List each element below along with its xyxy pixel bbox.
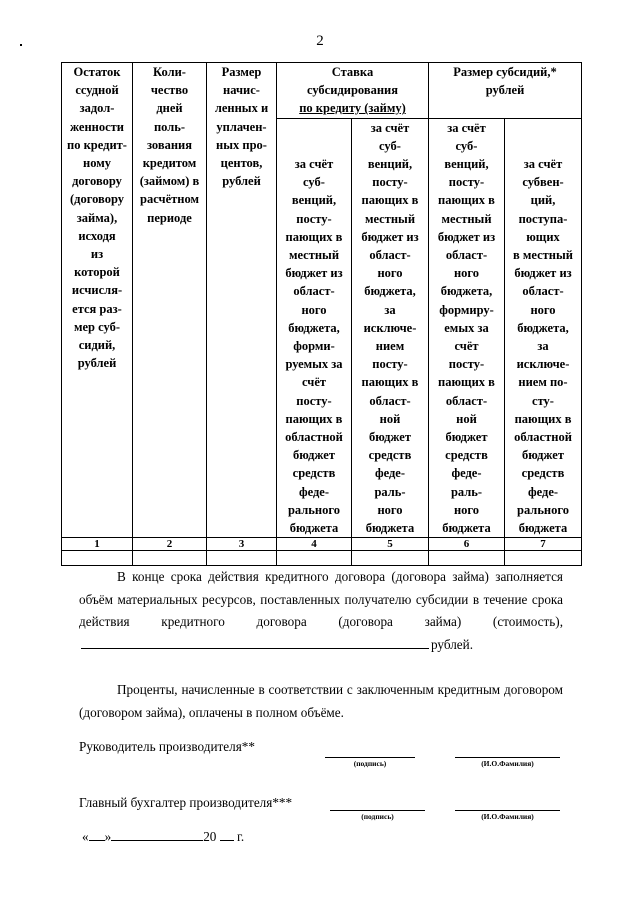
header-text-line: бюджет (369, 430, 411, 445)
header-text-line: посту- (296, 393, 332, 408)
header-text-line: средств (521, 466, 565, 481)
column-number: 3 (207, 538, 277, 551)
header-text-line: в местный (513, 248, 573, 263)
subsidy-table (61, 62, 582, 566)
header-text-line: посту- (296, 211, 332, 226)
header-text-line: феде- (451, 466, 482, 481)
header-text-line: (займом) в (139, 174, 200, 189)
date-close-quote: » (104, 829, 112, 844)
header-text-line: венций, (367, 157, 413, 172)
header-text-line: из (90, 247, 104, 262)
header-text-line: задол- (79, 101, 115, 116)
header-text-line: форми- (293, 339, 335, 354)
table-cell (277, 551, 352, 566)
header-text-line: ется раз- (72, 301, 122, 316)
header-text-line: областной (514, 430, 572, 445)
accountant-signature-label: Главный бухгалтер производителя*** (79, 795, 293, 810)
header-text-line: Размер (221, 65, 262, 79)
header-text-line: рального (517, 502, 570, 517)
header-text-line: нием (375, 339, 405, 354)
header-text-line: бюджета (518, 521, 568, 536)
table-cell (62, 551, 133, 566)
header-text-line: бюджета, (288, 320, 340, 335)
header-text-line: начис- (223, 83, 260, 98)
header-rate-federal (277, 118, 352, 538)
header-text-line: област- (369, 393, 411, 408)
header-text-line: област- (369, 248, 411, 263)
header-text-line: центов, (220, 156, 263, 171)
header-text-line: пающих в (361, 193, 419, 208)
head-signature-row (79, 739, 255, 755)
column-number: 4 (277, 538, 352, 551)
header-text-line: исключе- (363, 320, 417, 335)
header-text-line: местный (441, 211, 492, 226)
header-text-line: ленных и (214, 101, 269, 116)
header-rate-regional (352, 118, 429, 538)
table-cell (505, 551, 582, 566)
header-text-line: дней (156, 101, 183, 116)
header-text-line: средств (445, 448, 488, 463)
header-text-line: венций, (444, 157, 489, 172)
interest-paragraph: Проценты, начисленные в соответствии с заключенным кредитным договором (договором займа), оплачены в полном объёме. (79, 682, 563, 720)
name-line (455, 756, 560, 758)
header-text-line: договору (72, 174, 122, 189)
header-text-line: ного (301, 302, 327, 317)
header-text-line: рального (287, 502, 340, 517)
header-text-line: посту- (448, 357, 485, 372)
header-text-line: рублей (485, 83, 525, 98)
header-text-line: средств (368, 448, 412, 463)
header-text-line: (договору (70, 192, 124, 207)
header-text-line: за счёт (447, 120, 486, 135)
column-number: 2 (133, 538, 207, 551)
header-text-line: посту- (448, 175, 485, 190)
header-text-line: рублей (222, 174, 261, 189)
header-text-line: област- (445, 393, 488, 408)
page-number: 2 (316, 33, 324, 49)
header-text-line: суб- (455, 138, 478, 153)
cost-currency: рублей. (431, 636, 474, 652)
header-text-line: бюджета (365, 521, 415, 536)
header-text-line: бюджет (445, 430, 488, 445)
table-cell (429, 551, 505, 566)
header-text-line: руемых за (285, 357, 343, 372)
header-text-line: счёт (454, 339, 479, 354)
header-amount-federal (429, 118, 505, 538)
header-text-line: займа), (76, 210, 118, 225)
header-text-line: ной (379, 411, 401, 426)
header-interest-amount (207, 63, 277, 538)
header-text-line: нием по- (518, 375, 568, 390)
signature-caption: (подпись) (361, 812, 394, 821)
header-text-line: пающих в (438, 375, 495, 390)
header-text-line: ной (456, 411, 477, 426)
header-text-line: Остаток (73, 65, 121, 79)
day-blank (89, 840, 105, 841)
header-text-line: субсидирования (306, 83, 399, 98)
table-header-row (62, 63, 582, 119)
header-text-line: за счёт (294, 157, 334, 172)
header-text-line: феде- (374, 466, 406, 481)
header-text-line: посту- (372, 175, 408, 190)
header-text-line: суб- (379, 138, 401, 153)
name-caption: (И.О.Фамилия) (481, 759, 534, 768)
header-text-line: счёт (301, 375, 327, 390)
name-line (455, 809, 560, 811)
header-text-line: чество (150, 83, 189, 98)
header-text-line: за (384, 302, 396, 317)
header-text-line: расчётном (140, 192, 199, 207)
header-subsidy-amount (429, 63, 582, 119)
header-subsidy-rate (277, 63, 429, 119)
column-number-row (62, 538, 582, 551)
header-text-line: суб- (303, 175, 325, 190)
header-text-line: Коли- (153, 65, 186, 79)
header-text-line: за счёт (370, 120, 410, 135)
header-text-line: раль- (374, 484, 406, 499)
header-text-line: областной (285, 430, 343, 445)
table-cell (352, 551, 429, 566)
header-text-line: бюджет (293, 448, 335, 463)
table-cell (133, 551, 207, 566)
header-text-line: за (537, 339, 549, 354)
head-signature-field (325, 756, 415, 768)
header-text-line: ного (453, 502, 480, 517)
accountant-signature-field (330, 809, 425, 821)
header-text-line: местный (364, 211, 416, 226)
accountant-signature-row (79, 795, 292, 811)
header-text-line: ций, (530, 193, 556, 208)
header-text-line: ющих (526, 229, 560, 244)
table-cell (207, 551, 277, 566)
date-open-quote: « (82, 829, 89, 844)
header-text-line: Ставка (331, 65, 374, 79)
header-text-line: бюджета, (517, 320, 569, 335)
header-text-line: бюджета (289, 521, 339, 536)
month-blank (111, 840, 203, 841)
header-text-line: област- (445, 248, 488, 263)
column-number: 1 (62, 538, 133, 551)
header-text-line: пающих в (438, 193, 495, 208)
header-text-line: местный (288, 248, 340, 263)
signature-caption: (подпись) (353, 759, 387, 768)
accountant-name-field (455, 809, 560, 821)
header-text-line: бюджета, (440, 284, 493, 299)
header-text-line: зования (146, 137, 193, 152)
header-text-line: по кредит- (67, 137, 127, 152)
year-blank (220, 840, 234, 841)
header-text-line: Размер субсидий,* (453, 65, 557, 79)
header-text-line: област- (293, 284, 335, 299)
header-text-line: средств (292, 466, 336, 481)
header-text-line: бюджет из (437, 229, 496, 244)
header-text-line: исключе- (516, 357, 570, 372)
header-text-line: посту- (372, 357, 408, 372)
column-number: 5 (352, 538, 429, 551)
header-text-line: периоде (147, 210, 192, 225)
year-prefix: 20 (203, 829, 217, 844)
header-text-line: исчисля- (71, 283, 123, 298)
header-text-line: раль- (450, 484, 483, 499)
signature-line (330, 809, 425, 811)
resources-paragraph-text: В конце срока действия кредитного договора (договора займа) заполняется объём материальных ресурсов, поставленных получателю субсидии в течение срока действия кредитного договора (договора займа) (стоимость), (79, 569, 563, 629)
header-text-line: поль- (153, 119, 186, 134)
table-data-row (62, 551, 582, 566)
header-text-line: ного (453, 266, 480, 281)
cost-blank-line (81, 635, 429, 649)
header-text-line: пающих в (285, 229, 343, 244)
header-text-line: которой (74, 265, 120, 280)
header-text-line: исходя (78, 228, 116, 243)
resources-paragraph (79, 566, 563, 656)
header-text-line: пающих в (285, 411, 343, 426)
date-line (82, 829, 244, 845)
header-text-line: емых за (444, 320, 489, 335)
header-text-line: бюджет из (514, 266, 572, 281)
header-text-line: сидий, (78, 338, 116, 353)
header-text-line: кредитом (142, 156, 197, 171)
header-text-line: пающих в (514, 411, 572, 426)
header-text-line: по кредиту (займу) (299, 101, 406, 116)
header-text-line: феде- (298, 484, 330, 499)
header-text-line: ного (377, 266, 403, 281)
header-text-line: субвен- (522, 175, 564, 190)
header-text-line: пающих в (361, 375, 419, 390)
stray-mark (20, 44, 22, 46)
column-number: 6 (429, 538, 505, 551)
header-text-line: рублей (77, 356, 117, 371)
header-text-line: ных про- (216, 137, 267, 152)
header-text-line: феде- (527, 484, 559, 499)
header-text-line: ному (83, 156, 111, 171)
header-text-line: за счёт (523, 157, 563, 172)
header-text-line: женности (70, 119, 124, 134)
header-text-line: сту- (532, 393, 554, 408)
signature-line (325, 756, 415, 758)
header-text-line: поступа- (518, 211, 568, 226)
header-loan-balance (62, 63, 133, 538)
head-name-field (455, 756, 560, 768)
header-text-line: ссудной (75, 83, 119, 98)
header-amount-regional (505, 118, 582, 538)
header-text-line: бюджета, (364, 284, 416, 299)
header-text-line: област- (522, 284, 564, 299)
header-days-count (133, 63, 207, 538)
header-text-line: ного (377, 502, 403, 517)
year-suffix: г. (236, 829, 245, 844)
name-caption: (И.О.Фамилия) (481, 812, 534, 821)
header-text-line: бюджет из (285, 266, 343, 281)
header-text-line: уплачен- (216, 119, 267, 134)
column-number: 7 (505, 538, 582, 551)
header-text-line: бюджета (442, 521, 491, 536)
header-text-line: бюджет из (361, 229, 419, 244)
head-signature-label: Руководитель производителя** (79, 739, 255, 754)
header-text-line: бюджет (522, 448, 564, 463)
header-text-line: ного (530, 302, 556, 317)
header-text-line: формиру- (439, 302, 494, 317)
header-text-line: мер суб- (73, 319, 121, 334)
header-text-line: венций, (291, 193, 337, 208)
